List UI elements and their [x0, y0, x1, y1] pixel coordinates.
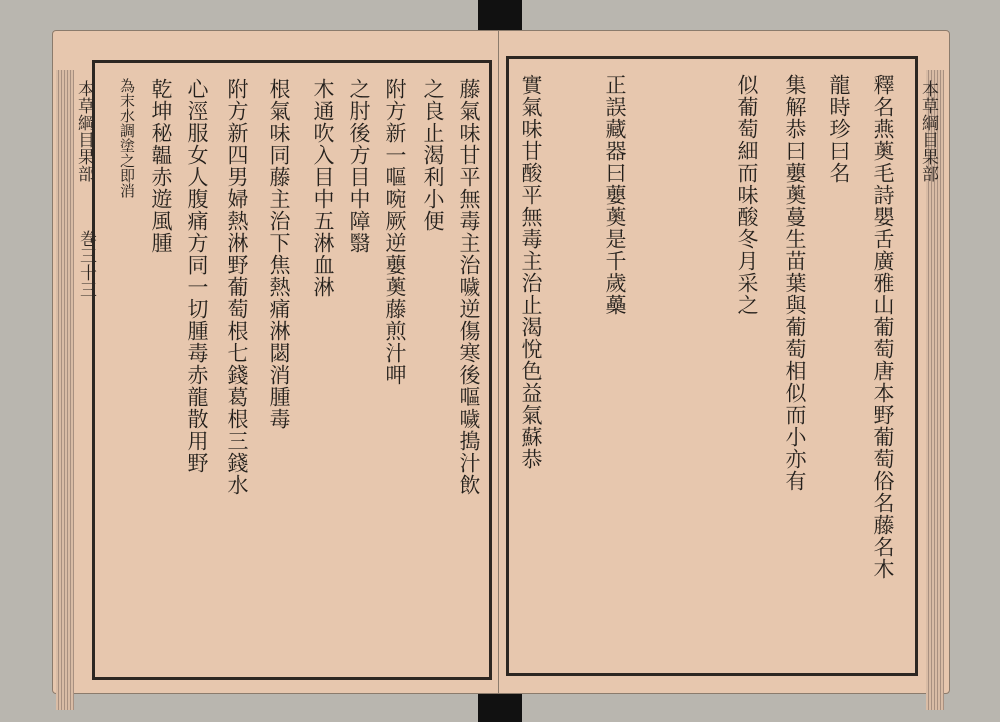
left-page: [52, 30, 500, 694]
text-column: 似葡萄細而味酸冬月采之: [735, 74, 759, 316]
text-column: 藤氣味甘平無毒主治噦逆傷寒後嘔噦搗汁飲: [457, 78, 481, 496]
margin-title: 本草綱目果部: [918, 80, 938, 182]
text-column: 集解恭曰蘡薁蔓生苗葉與葡萄相似而小亦有: [783, 74, 807, 492]
text-column: 實氣味甘酸平無毒主治止渴悅色益氣蘇恭: [519, 74, 543, 470]
margin-title: 本草綱目果部: [74, 80, 94, 182]
text-column: 附方新四男婦熱淋野葡萄根七錢葛根三錢水: [225, 78, 249, 496]
text-column: 心涇服女人腹痛方同一切腫毒赤龍散用野: [185, 78, 209, 474]
right-page: [498, 30, 950, 694]
text-column: 龍時珍曰名: [827, 74, 851, 184]
margin-volume: 巻三十三: [76, 230, 96, 298]
text-column: 之良止渴利小便: [421, 78, 445, 232]
text-column: 之肘後方目中障翳: [347, 78, 371, 254]
text-column: 根氣味同藤主治下焦熱痛淋閟消腫毒: [267, 78, 291, 430]
text-column: 木通吹入目中五淋血淋: [311, 78, 335, 298]
text-frame: [506, 56, 918, 676]
text-column: 乾坤秘韞赤遊風腫: [149, 78, 173, 254]
text-column: 正誤藏器曰蘡薁是千歲蘽: [603, 74, 627, 316]
text-column: 為末水調塗之即消: [118, 78, 136, 198]
text-column: 釋名燕薁毛詩嬰舌廣雅山葡萄唐本野葡萄俗名藤名木: [871, 74, 895, 580]
text-column: 附方新一嘔啘厥逆蘡薁藤煎汁呷: [383, 78, 407, 386]
